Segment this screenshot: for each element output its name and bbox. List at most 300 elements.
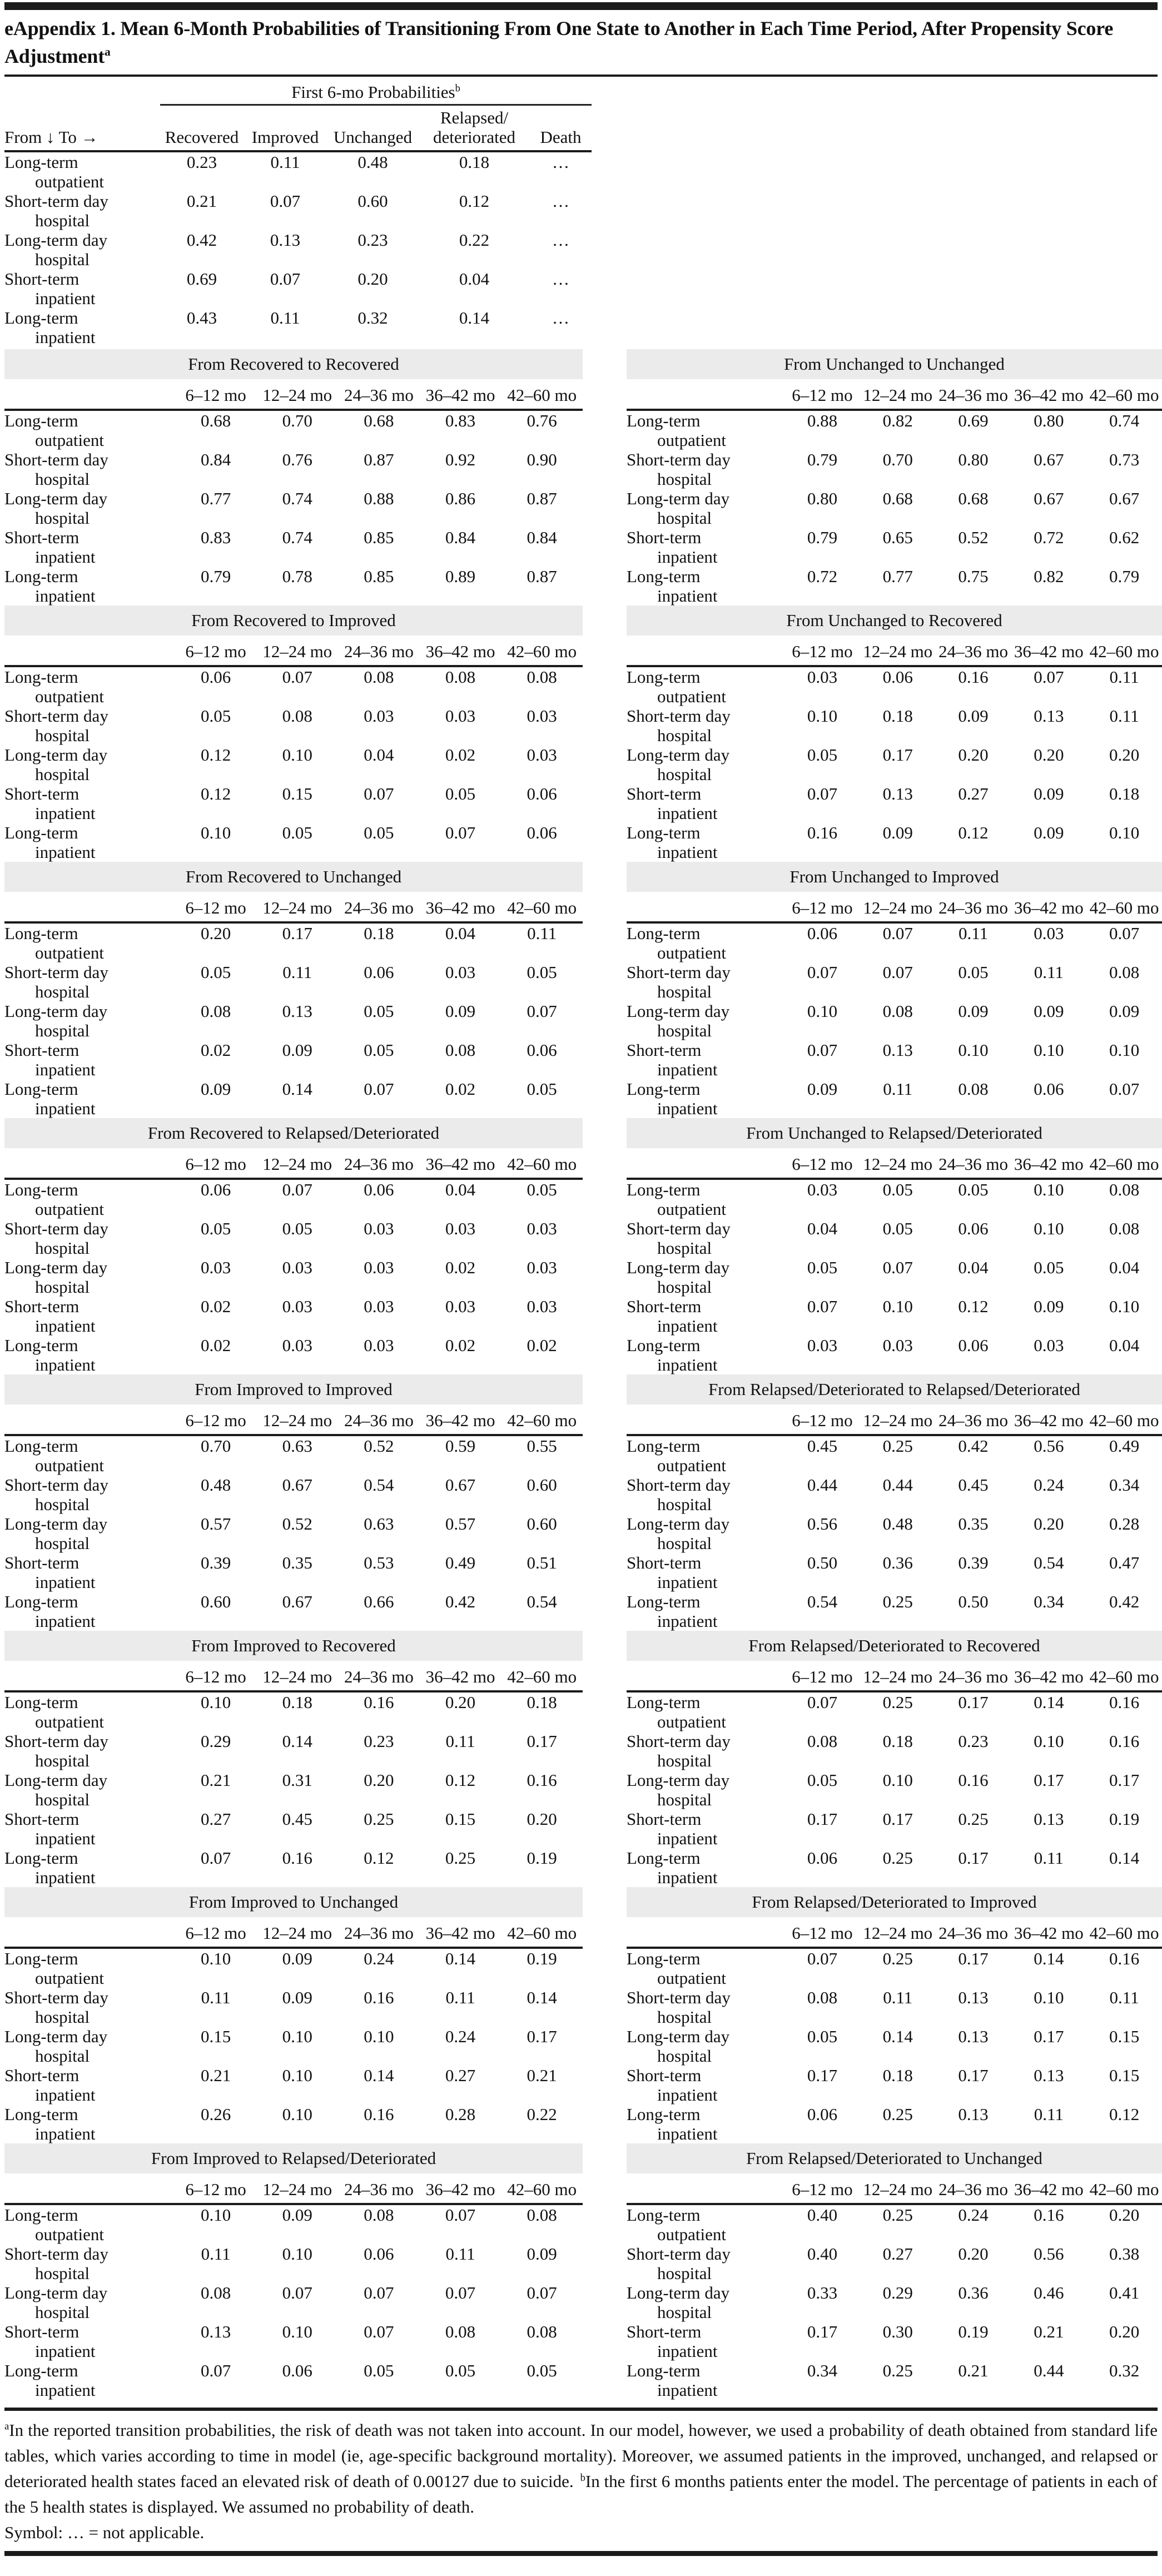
row-label-line2: inpatient — [657, 547, 718, 567]
row-label — [627, 706, 784, 745]
row-label-line1: Short-term day — [627, 962, 731, 982]
row-label — [4, 1179, 175, 1219]
period-header: 6–12 mo — [784, 1148, 860, 1179]
row-label-line2: outpatient — [657, 1968, 726, 1988]
value-cell: 0.30 — [882, 2322, 913, 2341]
value-cell: 0.05 — [807, 1258, 838, 1277]
value-cell: 0.89 — [445, 567, 476, 586]
value-cell: 0.08 — [527, 2322, 557, 2341]
value-cell: 0.06 — [200, 1180, 231, 1199]
value-cell: 0.77 — [200, 489, 231, 508]
row-label-line1: Short-term — [627, 2066, 702, 2085]
value-cell: 0.03 — [807, 1180, 838, 1199]
value-cell: 0.70 — [882, 450, 913, 469]
value-cell: 0.08 — [282, 706, 312, 726]
value-cell: 0.10 — [200, 1949, 231, 1968]
subtable-title-band: From Improved to Relapsed/Deteriorated — [4, 2143, 583, 2173]
value-cell: 0.16 — [1109, 1692, 1140, 1712]
value-cell: 0.56 — [807, 1514, 838, 1533]
value-cell: 0.11 — [1109, 667, 1139, 687]
value-cell: 0.79 — [807, 450, 838, 469]
subtable-table — [4, 1917, 583, 2143]
value-cell: 0.03 — [445, 962, 476, 982]
subtable-table — [627, 1404, 1162, 1631]
value-cell: 0.25 — [882, 1436, 913, 1456]
value-cell: 0.11 — [883, 1079, 913, 1099]
value-cell: 0.83 — [445, 411, 476, 430]
row-label — [627, 1040, 784, 1079]
row-label — [627, 528, 784, 567]
value-cell: 0.07 — [807, 1949, 838, 1968]
value-cell: 0.06 — [364, 2244, 394, 2264]
value-cell: 0.05 — [364, 823, 394, 842]
spanner-spacer — [4, 78, 160, 105]
row-label-line1: Long-term — [627, 567, 701, 586]
value-cell: 0.13 — [200, 2322, 231, 2341]
period-header: 24–36 mo — [936, 892, 1011, 922]
period-header: 42–60 mo — [501, 636, 583, 666]
value-cell: 0.16 — [364, 2105, 394, 2124]
value-cell: 0.03 — [527, 1297, 557, 1316]
table-row — [627, 1258, 1162, 1297]
row-label-line1: Long-term — [4, 1436, 78, 1456]
row-label-line2: hospital — [35, 2264, 90, 2283]
row-label-line2: outpatient — [657, 430, 726, 450]
period-header: 24–36 mo — [936, 1661, 1011, 1691]
value-cell: 0.17 — [282, 924, 312, 943]
row-label — [627, 1592, 784, 1631]
table-row — [627, 2361, 1162, 2400]
row-label-line2: hospital — [35, 1021, 90, 1040]
table-row — [4, 962, 583, 1001]
column-header — [160, 105, 244, 152]
subtable-title-band: From Relapsed/Deteriorated to Recovered — [627, 1631, 1162, 1661]
value-cell: 0.17 — [1109, 1770, 1140, 1790]
value-cell: 0.52 — [364, 1436, 394, 1456]
table-row — [627, 528, 1162, 567]
value-cell: 0.05 — [200, 706, 231, 726]
row-label-line2: hospital — [35, 982, 90, 1001]
table-row — [627, 823, 1162, 862]
value-cell: … — [552, 269, 570, 289]
table-row — [4, 1731, 583, 1770]
value-cell: 0.03 — [364, 1297, 394, 1316]
value-cell: 0.06 — [958, 1219, 989, 1238]
value-cell: 0.39 — [200, 1553, 231, 1572]
row-label — [4, 489, 175, 528]
footnote-top-rule — [4, 2408, 1158, 2411]
value-cell: 0.20 — [1109, 2205, 1140, 2225]
table-row — [4, 1079, 583, 1118]
value-cell: 0.02 — [445, 1336, 476, 1355]
value-cell: 0.08 — [958, 1079, 989, 1099]
row-label-line2: inpatient — [657, 803, 718, 823]
value-cell: 0.03 — [807, 667, 838, 687]
value-cell: 0.74 — [1109, 411, 1140, 430]
subtable-title-band: From Improved to Unchanged — [4, 1887, 583, 1917]
table-row — [627, 2105, 1162, 2143]
row-label-line2: hospital — [657, 726, 712, 745]
period-header: 24–36 mo — [936, 1404, 1011, 1435]
subtable-from-improved-to-recovered — [4, 1631, 583, 1887]
period-header-spacer — [4, 1917, 175, 1948]
subtable-from-recovered-to-improved — [4, 605, 583, 862]
value-cell: 0.44 — [807, 1475, 838, 1495]
row-label-line2: inpatient — [657, 1316, 718, 1336]
row-label-line1: Short-term day — [627, 450, 731, 469]
table-row — [627, 410, 1162, 450]
row-label-line2: inpatient — [657, 2380, 718, 2400]
period-header: 12–24 mo — [860, 1404, 936, 1435]
table-row — [4, 2244, 583, 2283]
period-header: 36–42 mo — [1011, 1661, 1086, 1691]
value-cell: 0.16 — [958, 1770, 989, 1790]
value-cell: 0.27 — [958, 784, 989, 803]
subtable-table — [627, 2173, 1162, 2400]
period-header: 36–42 mo — [1011, 892, 1086, 922]
row-label — [627, 922, 784, 962]
table-row — [4, 1592, 583, 1631]
row-label-line1: Long-term — [627, 924, 701, 943]
period-header: 42–60 mo — [1086, 1917, 1162, 1948]
row-label-line2: inpatient — [657, 2124, 718, 2143]
row-label-line2: inpatient — [657, 1611, 718, 1631]
value-cell: 0.07 — [200, 2361, 231, 2380]
period-header: 42–60 mo — [501, 1404, 583, 1435]
value-cell: 0.12 — [445, 1770, 476, 1790]
row-label — [4, 823, 175, 862]
value-cell: 0.05 — [807, 2027, 838, 2046]
value-cell: 0.47 — [1109, 1553, 1140, 1572]
row-label-line2: hospital — [35, 1533, 90, 1553]
value-cell: 0.03 — [364, 1336, 394, 1355]
value-cell: 0.45 — [807, 1436, 838, 1456]
title-rule — [4, 75, 1158, 77]
period-header: 36–42 mo — [1011, 1917, 1086, 1948]
value-cell: 0.06 — [364, 962, 394, 982]
table-row — [4, 706, 583, 745]
subtable-table — [627, 1661, 1162, 1887]
row-label-line1: Long-term — [4, 411, 78, 430]
row-label-line2: inpatient — [35, 2085, 96, 2105]
table-row — [627, 2204, 1162, 2244]
period-header-spacer — [627, 1661, 784, 1691]
period-header: 12–24 mo — [256, 636, 338, 666]
value-cell: 0.23 — [958, 1731, 989, 1751]
value-cell: 0.07 — [807, 1297, 838, 1316]
value-cell: 0.88 — [364, 489, 394, 508]
row-label-line2: outpatient — [35, 943, 104, 962]
value-cell: 0.11 — [883, 1988, 913, 2007]
value-cell: 0.07 — [527, 2283, 557, 2302]
period-header: 12–24 mo — [256, 1661, 338, 1691]
table-row — [4, 410, 583, 450]
value-cell: 0.07 — [282, 667, 312, 687]
value-cell: 0.17 — [958, 1949, 989, 1968]
row-label-line1: Short-term — [4, 2066, 80, 2085]
row-label-line1: Short-term day — [4, 706, 108, 726]
value-cell: 0.11 — [1109, 706, 1139, 726]
value-cell: 0.43 — [186, 308, 217, 327]
value-cell: 0.13 — [282, 1001, 312, 1021]
value-cell: 0.10 — [958, 1040, 989, 1060]
value-cell: 0.07 — [364, 1079, 394, 1099]
value-cell: … — [552, 191, 570, 211]
table-row — [627, 922, 1162, 962]
row-label — [4, 1297, 175, 1336]
row-label — [4, 962, 175, 1001]
value-cell: 0.08 — [882, 1001, 913, 1021]
value-cell: 0.54 — [364, 1475, 394, 1495]
period-header: 42–60 mo — [501, 379, 583, 410]
row-label — [627, 2204, 784, 2244]
document-page — [0, 2, 1162, 2556]
period-header: 24–36 mo — [338, 1661, 420, 1691]
row-label — [627, 1553, 784, 1592]
value-cell: 0.24 — [958, 2205, 989, 2225]
table-row — [627, 1179, 1162, 1219]
row-label — [4, 2361, 175, 2400]
value-cell: 0.12 — [200, 745, 231, 765]
value-cell: 0.04 — [445, 1180, 476, 1199]
row-label-line1: Long-term day — [4, 2283, 108, 2302]
table-row — [627, 450, 1162, 489]
value-cell: 0.19 — [1109, 1809, 1140, 1829]
value-cell: 0.06 — [958, 1336, 989, 1355]
value-cell: 0.05 — [882, 1180, 913, 1199]
row-label — [4, 1079, 175, 1118]
table-row — [4, 1770, 583, 1809]
value-cell: 0.03 — [1034, 924, 1064, 943]
table-row — [4, 1258, 583, 1297]
value-cell: 0.09 — [1109, 1001, 1140, 1021]
value-cell: 0.10 — [1109, 1297, 1140, 1316]
row-label-line2: inpatient — [657, 1099, 718, 1118]
subtable-title-band: From Recovered to Unchanged — [4, 862, 583, 892]
row-label — [627, 2027, 784, 2066]
value-cell: 0.09 — [1034, 823, 1064, 842]
row-label — [627, 1297, 784, 1336]
value-cell: 0.16 — [364, 1988, 394, 2007]
value-cell: 0.70 — [282, 411, 312, 430]
value-cell: 0.18 — [282, 1692, 312, 1712]
value-cell: 0.48 — [882, 1514, 913, 1533]
period-header: 36–42 mo — [1011, 1148, 1086, 1179]
value-cell: 0.07 — [200, 1848, 231, 1868]
table-row — [4, 2283, 583, 2322]
table-row — [4, 1435, 583, 1475]
row-label-line1: Long-term day — [4, 1770, 108, 1790]
period-header-row — [627, 379, 1162, 410]
value-cell: 0.08 — [445, 1040, 476, 1060]
row-label-line2: inpatient — [657, 2085, 718, 2105]
value-cell: 0.03 — [282, 1258, 312, 1277]
value-cell: 0.10 — [1034, 1731, 1064, 1751]
row-label — [627, 2105, 784, 2143]
value-cell: 0.36 — [882, 1553, 913, 1572]
value-cell: 0.87 — [527, 489, 557, 508]
row-label-line1: Long-term — [4, 152, 78, 172]
value-cell: 0.27 — [882, 2244, 913, 2264]
value-cell: 0.03 — [445, 1297, 476, 1316]
value-cell: 0.06 — [527, 823, 557, 842]
value-cell: 0.04 — [1109, 1258, 1140, 1277]
row-label — [627, 1179, 784, 1219]
period-header: 6–12 mo — [175, 1404, 257, 1435]
value-cell: 0.32 — [1109, 2361, 1140, 2380]
row-label-line2: inpatient — [35, 1060, 96, 1079]
value-cell: 0.06 — [1034, 1079, 1064, 1099]
row-label — [627, 2361, 784, 2400]
value-cell: 0.14 — [364, 2066, 394, 2085]
value-cell: 0.10 — [200, 823, 231, 842]
row-label-line2: inpatient — [35, 1611, 96, 1631]
row-label-line1: Short-term day — [627, 1219, 731, 1238]
period-header-spacer — [627, 2173, 784, 2204]
value-cell: 0.54 — [807, 1592, 838, 1611]
value-cell: 0.06 — [364, 1180, 394, 1199]
value-cell: 0.16 — [1109, 1949, 1140, 1968]
value-cell: 0.79 — [807, 528, 838, 547]
subtable-table — [4, 636, 583, 862]
value-cell: 0.20 — [1034, 745, 1064, 765]
period-header-row — [4, 892, 583, 922]
row-label-line1: Long-term — [627, 2361, 701, 2380]
row-label-line2: outpatient — [35, 2225, 104, 2244]
row-label-line2: hospital — [657, 1533, 712, 1553]
row-label-line1: Long-term day — [627, 1770, 730, 1790]
spanner-text: First 6-mo Probabilities — [291, 82, 455, 102]
value-cell: 0.45 — [958, 1475, 989, 1495]
value-cell: 0.05 — [527, 1079, 557, 1099]
value-cell: 0.82 — [882, 411, 913, 430]
row-label-line1: Long-term — [4, 1949, 78, 1968]
value-cell: 0.27 — [445, 2066, 476, 2085]
table-row — [4, 784, 583, 823]
table-row — [4, 1848, 583, 1887]
subtable-table — [4, 1148, 583, 1374]
value-cell: 0.15 — [1109, 2066, 1140, 2085]
value-cell: 0.03 — [364, 706, 394, 726]
value-cell: 0.72 — [807, 567, 838, 586]
value-cell: 0.18 — [882, 1731, 913, 1751]
row-label-line1: Short-term — [627, 1553, 702, 1572]
row-label — [627, 1336, 784, 1374]
period-header-row — [627, 636, 1162, 666]
value-cell: 0.10 — [364, 2027, 394, 2046]
value-cell: 0.11 — [445, 1988, 475, 2007]
period-header: 42–60 mo — [1086, 892, 1162, 922]
row-label-line2: outpatient — [657, 943, 726, 962]
value-cell: 0.06 — [200, 667, 231, 687]
row-label-line2: hospital — [657, 1238, 712, 1258]
value-cell: 0.49 — [1109, 1436, 1140, 1456]
row-label-line2: hospital — [35, 508, 90, 528]
row-label-line2: outpatient — [35, 687, 104, 706]
value-cell: 0.07 — [364, 784, 394, 803]
value-cell: 0.29 — [882, 2283, 913, 2302]
row-label-line2: inpatient — [657, 2341, 718, 2361]
period-header: 42–60 mo — [1086, 2173, 1162, 2204]
value-cell: 0.16 — [364, 1692, 394, 1712]
value-cell: 0.03 — [282, 1297, 312, 1316]
row-label — [627, 1988, 784, 2027]
value-cell: 0.07 — [364, 2283, 394, 2302]
row-label — [4, 191, 160, 230]
period-header: 12–24 mo — [860, 1661, 936, 1691]
table-row — [4, 922, 583, 962]
value-cell: 0.17 — [527, 2027, 557, 2046]
period-header: 12–24 mo — [860, 1917, 936, 1948]
subtables-grid — [4, 349, 1158, 2400]
period-header: 6–12 mo — [784, 379, 860, 410]
period-header-spacer — [4, 636, 175, 666]
column-header-line1: Death — [540, 127, 582, 147]
value-cell: 0.69 — [958, 411, 989, 430]
value-cell: 0.68 — [364, 411, 394, 430]
value-cell: 0.21 — [527, 2066, 557, 2085]
period-header-spacer — [4, 1404, 175, 1435]
row-label — [627, 2322, 784, 2361]
row-label-line2: hospital — [35, 1495, 90, 1514]
value-cell: 0.06 — [282, 2361, 312, 2380]
row-label-line1: Long-term — [4, 2105, 78, 2124]
row-label-line2: outpatient — [35, 430, 104, 450]
value-cell: 0.88 — [807, 411, 838, 430]
subtable-from-relapsed-deteriorated-to-improved — [627, 1887, 1162, 2143]
subtable-table — [627, 1917, 1162, 2143]
value-cell: 0.21 — [186, 191, 217, 211]
value-cell: 0.60 — [200, 1592, 231, 1611]
value-cell: 0.05 — [807, 745, 838, 765]
value-cell: 0.05 — [1034, 1258, 1064, 1277]
period-header: 6–12 mo — [784, 1661, 860, 1691]
row-label — [4, 410, 175, 450]
table-row — [627, 2244, 1162, 2283]
row-label-line1: Long-term day — [4, 2027, 108, 2046]
period-header: 36–42 mo — [420, 1661, 501, 1691]
value-cell: 0.41 — [1109, 2283, 1140, 2302]
row-label — [4, 269, 160, 308]
subtable-table — [627, 1148, 1162, 1374]
period-header: 42–60 mo — [501, 1148, 583, 1179]
row-label — [627, 1848, 784, 1887]
value-cell: 0.60 — [357, 191, 388, 211]
period-header: 12–24 mo — [256, 892, 338, 922]
row-label-line1: Long-term — [4, 1079, 78, 1099]
period-header-row — [4, 1404, 583, 1435]
value-cell: 0.08 — [527, 667, 557, 687]
period-header-row — [627, 1148, 1162, 1179]
row-label-line1: Long-term day — [627, 1001, 730, 1021]
row-label-line1: Long-term day — [4, 1001, 108, 1021]
value-cell: 0.53 — [364, 1553, 394, 1572]
value-cell: 0.24 — [1034, 1475, 1064, 1495]
value-cell: 0.14 — [445, 1949, 476, 1968]
value-cell: 0.87 — [527, 567, 557, 586]
value-cell: 0.60 — [527, 1514, 557, 1533]
row-label — [627, 489, 784, 528]
value-cell: 0.44 — [1034, 2361, 1064, 2380]
row-label — [627, 1691, 784, 1731]
row-label-line1: Short-term day — [627, 1731, 731, 1751]
value-cell: 0.44 — [882, 1475, 913, 1495]
value-cell: 0.31 — [282, 1770, 312, 1790]
value-cell: 0.48 — [200, 1475, 231, 1495]
value-cell: 0.19 — [527, 1848, 557, 1868]
period-header-spacer — [627, 892, 784, 922]
subtable-from-relapsed-deteriorated-to-relapsed-deteriorated — [627, 1374, 1162, 1631]
